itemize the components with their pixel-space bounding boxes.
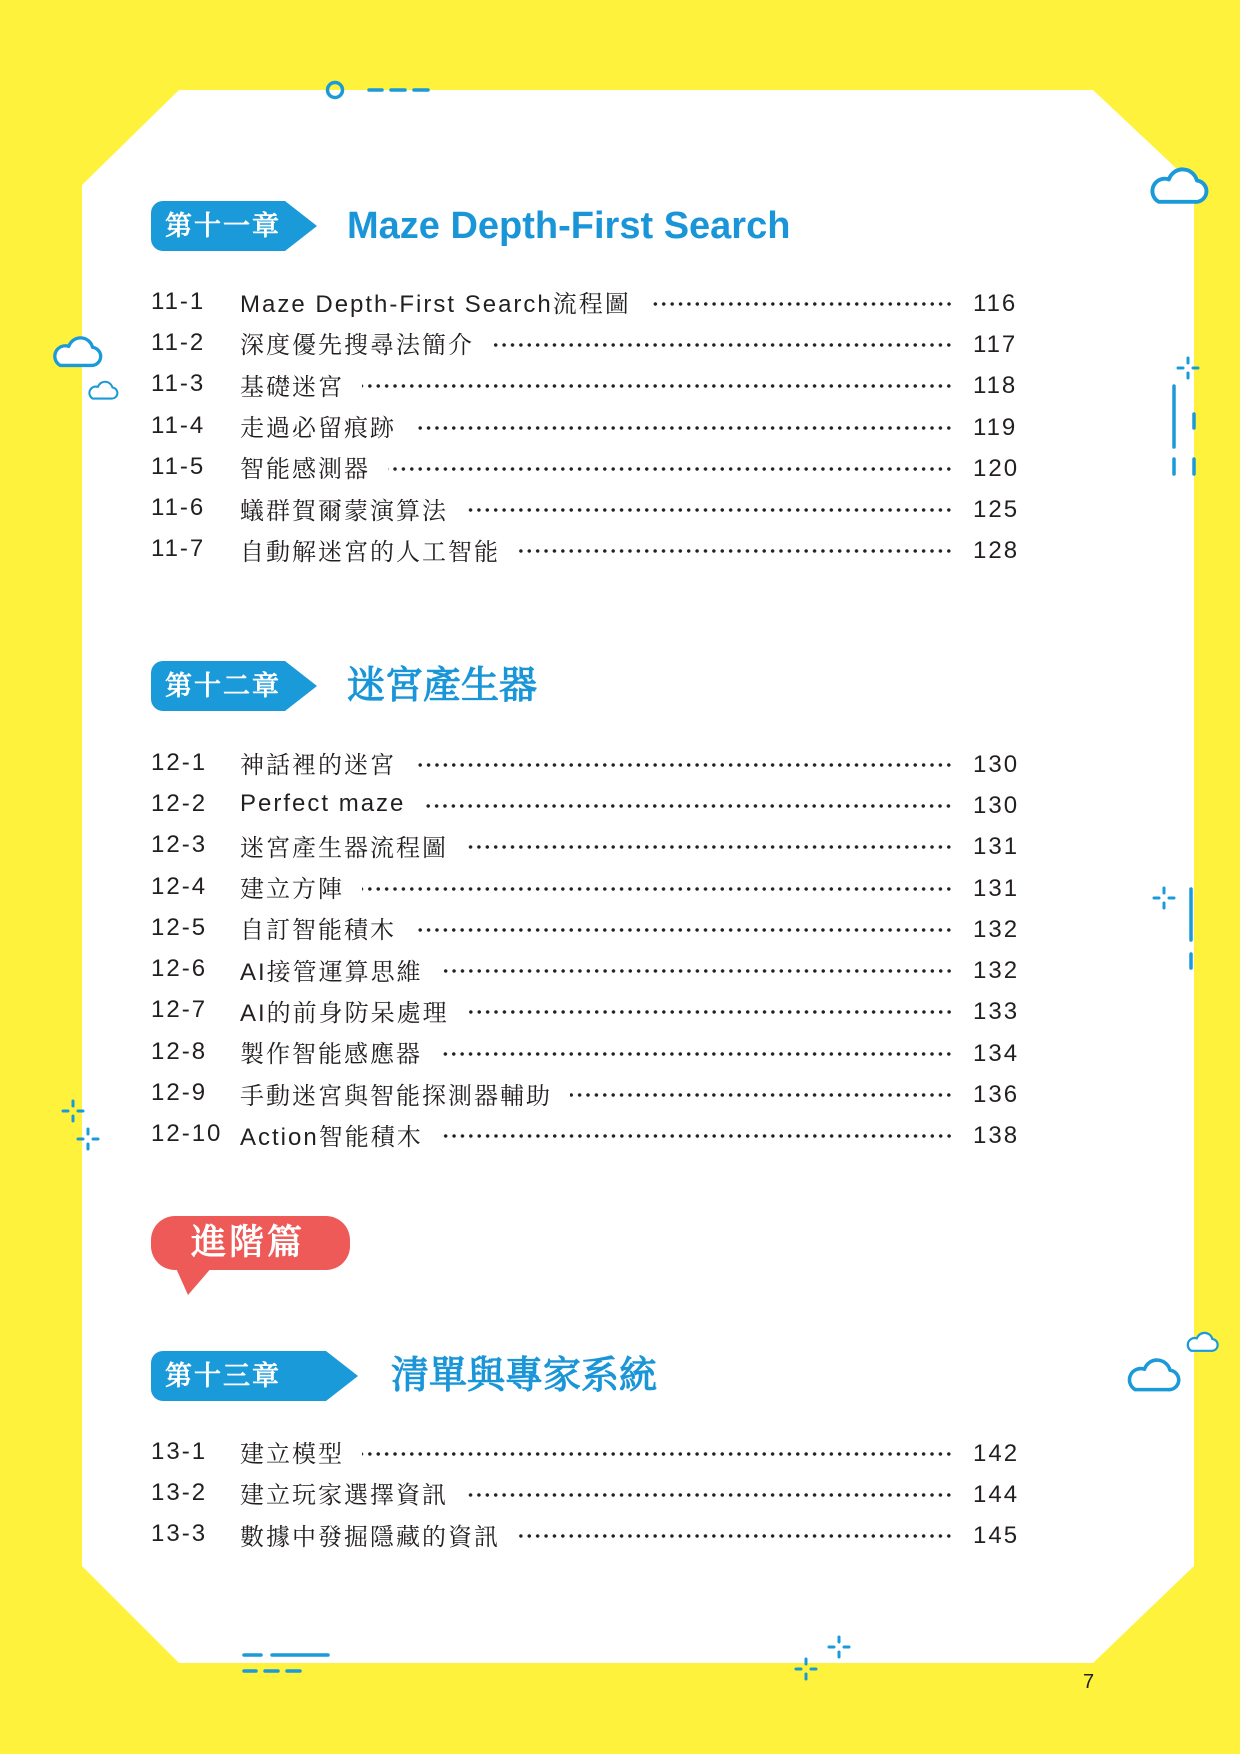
dot-leader (362, 383, 953, 389)
chapter-title: 清單與專家系統 (391, 1355, 658, 1397)
entry-page: 131 (973, 874, 1020, 902)
toc-entry (151, 405, 1020, 446)
entry-title: 走過必留痕跡 (240, 415, 396, 443)
dot-leader (467, 1009, 953, 1015)
toc-entry (151, 1031, 1020, 1072)
chapter-badge (151, 1351, 358, 1401)
toc-entry (151, 742, 1020, 783)
dot-leader (388, 466, 953, 472)
toc-entry (151, 907, 1020, 948)
dot-leader (362, 1451, 953, 1457)
entry-page: 125 (973, 496, 1020, 524)
toc-entry (151, 487, 1020, 528)
toc-entry (151, 322, 1020, 363)
entry-page: 142 (973, 1439, 1020, 1467)
dot-leader (570, 1092, 953, 1098)
entry-page: 128 (973, 537, 1020, 565)
entry-number: 12-3 (151, 831, 208, 859)
entry-title: 建立方陣 (240, 876, 344, 904)
entry-number: 11-4 (151, 411, 206, 439)
dot-leader (466, 1492, 953, 1498)
entry-page: 132 (973, 957, 1020, 985)
toc-entry (151, 1114, 1020, 1155)
toc-entry (151, 1514, 1020, 1555)
entry-page: 116 (973, 289, 1018, 317)
entry-number: 11-3 (151, 370, 206, 398)
dot-leader (414, 425, 953, 431)
entry-number: 13-3 (151, 1520, 208, 1548)
dot-leader (423, 803, 953, 809)
sparkle-icon (63, 1101, 83, 1121)
entry-page: 130 (973, 791, 1020, 819)
chapter-title: 迷宮產生器 (347, 665, 538, 707)
entry-title: Maze Depth-First Search流程圖 (240, 291, 631, 319)
entry-number: 12-8 (151, 1037, 208, 1065)
entry-page: 131 (973, 833, 1020, 861)
entry-number: 12-9 (151, 1079, 208, 1107)
entry-page: 138 (973, 1122, 1020, 1150)
dot-leader (466, 844, 953, 850)
entry-page: 144 (973, 1480, 1020, 1508)
entry-title: 智能感測器 (240, 456, 370, 484)
entry-title: AI接管運算思維 (240, 958, 423, 986)
entry-number: 12-1 (151, 748, 208, 776)
entry-title: 建立玩家選擇資訊 (240, 1482, 448, 1510)
entry-number: 12-4 (151, 872, 208, 900)
page-number: 7 (1083, 1671, 1095, 1693)
entry-title: 自訂智能積木 (240, 917, 396, 945)
entry-title: 基礎迷宮 (240, 373, 344, 401)
entry-title: 手動迷宮與智能探測器輔助 (240, 1082, 552, 1110)
entry-title: Perfect maze (240, 789, 406, 817)
entry-number: 11-5 (151, 452, 206, 480)
toc-entry (151, 529, 1020, 570)
entry-number: 12-2 (151, 789, 208, 817)
entry-page: 136 (973, 1081, 1020, 1109)
entry-number: 11-7 (151, 535, 206, 563)
entry-number: 13-1 (151, 1437, 208, 1465)
toc-entry (151, 1472, 1020, 1513)
chapter-badge-label: 第十一章 (165, 211, 281, 241)
dot-leader (440, 1051, 953, 1057)
dot-leader (441, 1133, 953, 1139)
entry-title: 製作智能感應器 (240, 1041, 422, 1069)
entry-title: 數據中發掘隱藏的資訊 (240, 1523, 500, 1551)
entry-page: 133 (973, 998, 1020, 1026)
entry-title: 建立模型 (240, 1441, 344, 1469)
dot-leader (441, 968, 953, 974)
toc-entry (151, 783, 1020, 824)
entry-title: 蟻群賀爾蒙演算法 (240, 497, 448, 525)
entry-title: 深度優先搜尋法簡介 (240, 332, 474, 360)
entry-number: 11-2 (151, 328, 206, 356)
entry-title: Action智能積木 (240, 1123, 423, 1151)
dot-leader (414, 927, 953, 933)
entry-page: 130 (973, 750, 1020, 778)
toc-entry (151, 866, 1020, 907)
chapter-badge (151, 201, 317, 251)
chapter-badge-label: 第十二章 (165, 671, 281, 701)
toc-entry (151, 825, 1020, 866)
chapter-badge-label: 第十三章 (165, 1361, 281, 1391)
entry-number: 12-6 (151, 955, 208, 983)
dot-leader (518, 1533, 953, 1539)
entry-title: 迷宮產生器流程圖 (240, 834, 448, 862)
toc-entry (151, 990, 1020, 1031)
dot-leader (414, 762, 953, 768)
toc-entry (151, 446, 1020, 487)
toc-entry (151, 1431, 1020, 1472)
entry-title: 自動解迷宮的人工智能 (240, 538, 500, 566)
entry-number: 11-6 (151, 494, 206, 522)
toc-list (151, 742, 1020, 1155)
dot-leader (649, 301, 953, 307)
entry-number: 12-7 (151, 996, 208, 1024)
dot-leader (466, 507, 953, 513)
entry-number: 13-2 (151, 1478, 208, 1506)
chapter-title: Maze Depth-First Search (347, 205, 791, 247)
entry-page: 145 (973, 1522, 1020, 1550)
entry-page: 120 (973, 454, 1020, 482)
section-label (151, 1216, 350, 1296)
entry-page: 134 (973, 1039, 1020, 1067)
toc-list (151, 281, 1020, 570)
toc-entry (151, 1072, 1020, 1113)
chapter-badge (151, 661, 317, 711)
entry-number: 12-5 (151, 913, 208, 941)
dot-leader (362, 886, 953, 892)
entry-page: 117 (973, 330, 1018, 358)
entry-number: 12-10 (151, 1120, 223, 1148)
entry-title: 神話裡的迷宮 (240, 752, 396, 780)
toc-entry (151, 281, 1020, 322)
toc-entry (151, 364, 1020, 405)
entry-page: 132 (973, 915, 1020, 943)
toc-list (151, 1431, 1020, 1555)
entry-page: 119 (973, 413, 1018, 441)
entry-number: 11-1 (151, 287, 206, 315)
entry-page: 118 (973, 372, 1018, 400)
entry-title: AI的前身防呆處理 (240, 999, 449, 1027)
dot-leader (518, 548, 953, 554)
dot-leader (492, 342, 953, 348)
section-label-text: 進階篇 (191, 1223, 306, 1262)
toc-entry (151, 948, 1020, 989)
